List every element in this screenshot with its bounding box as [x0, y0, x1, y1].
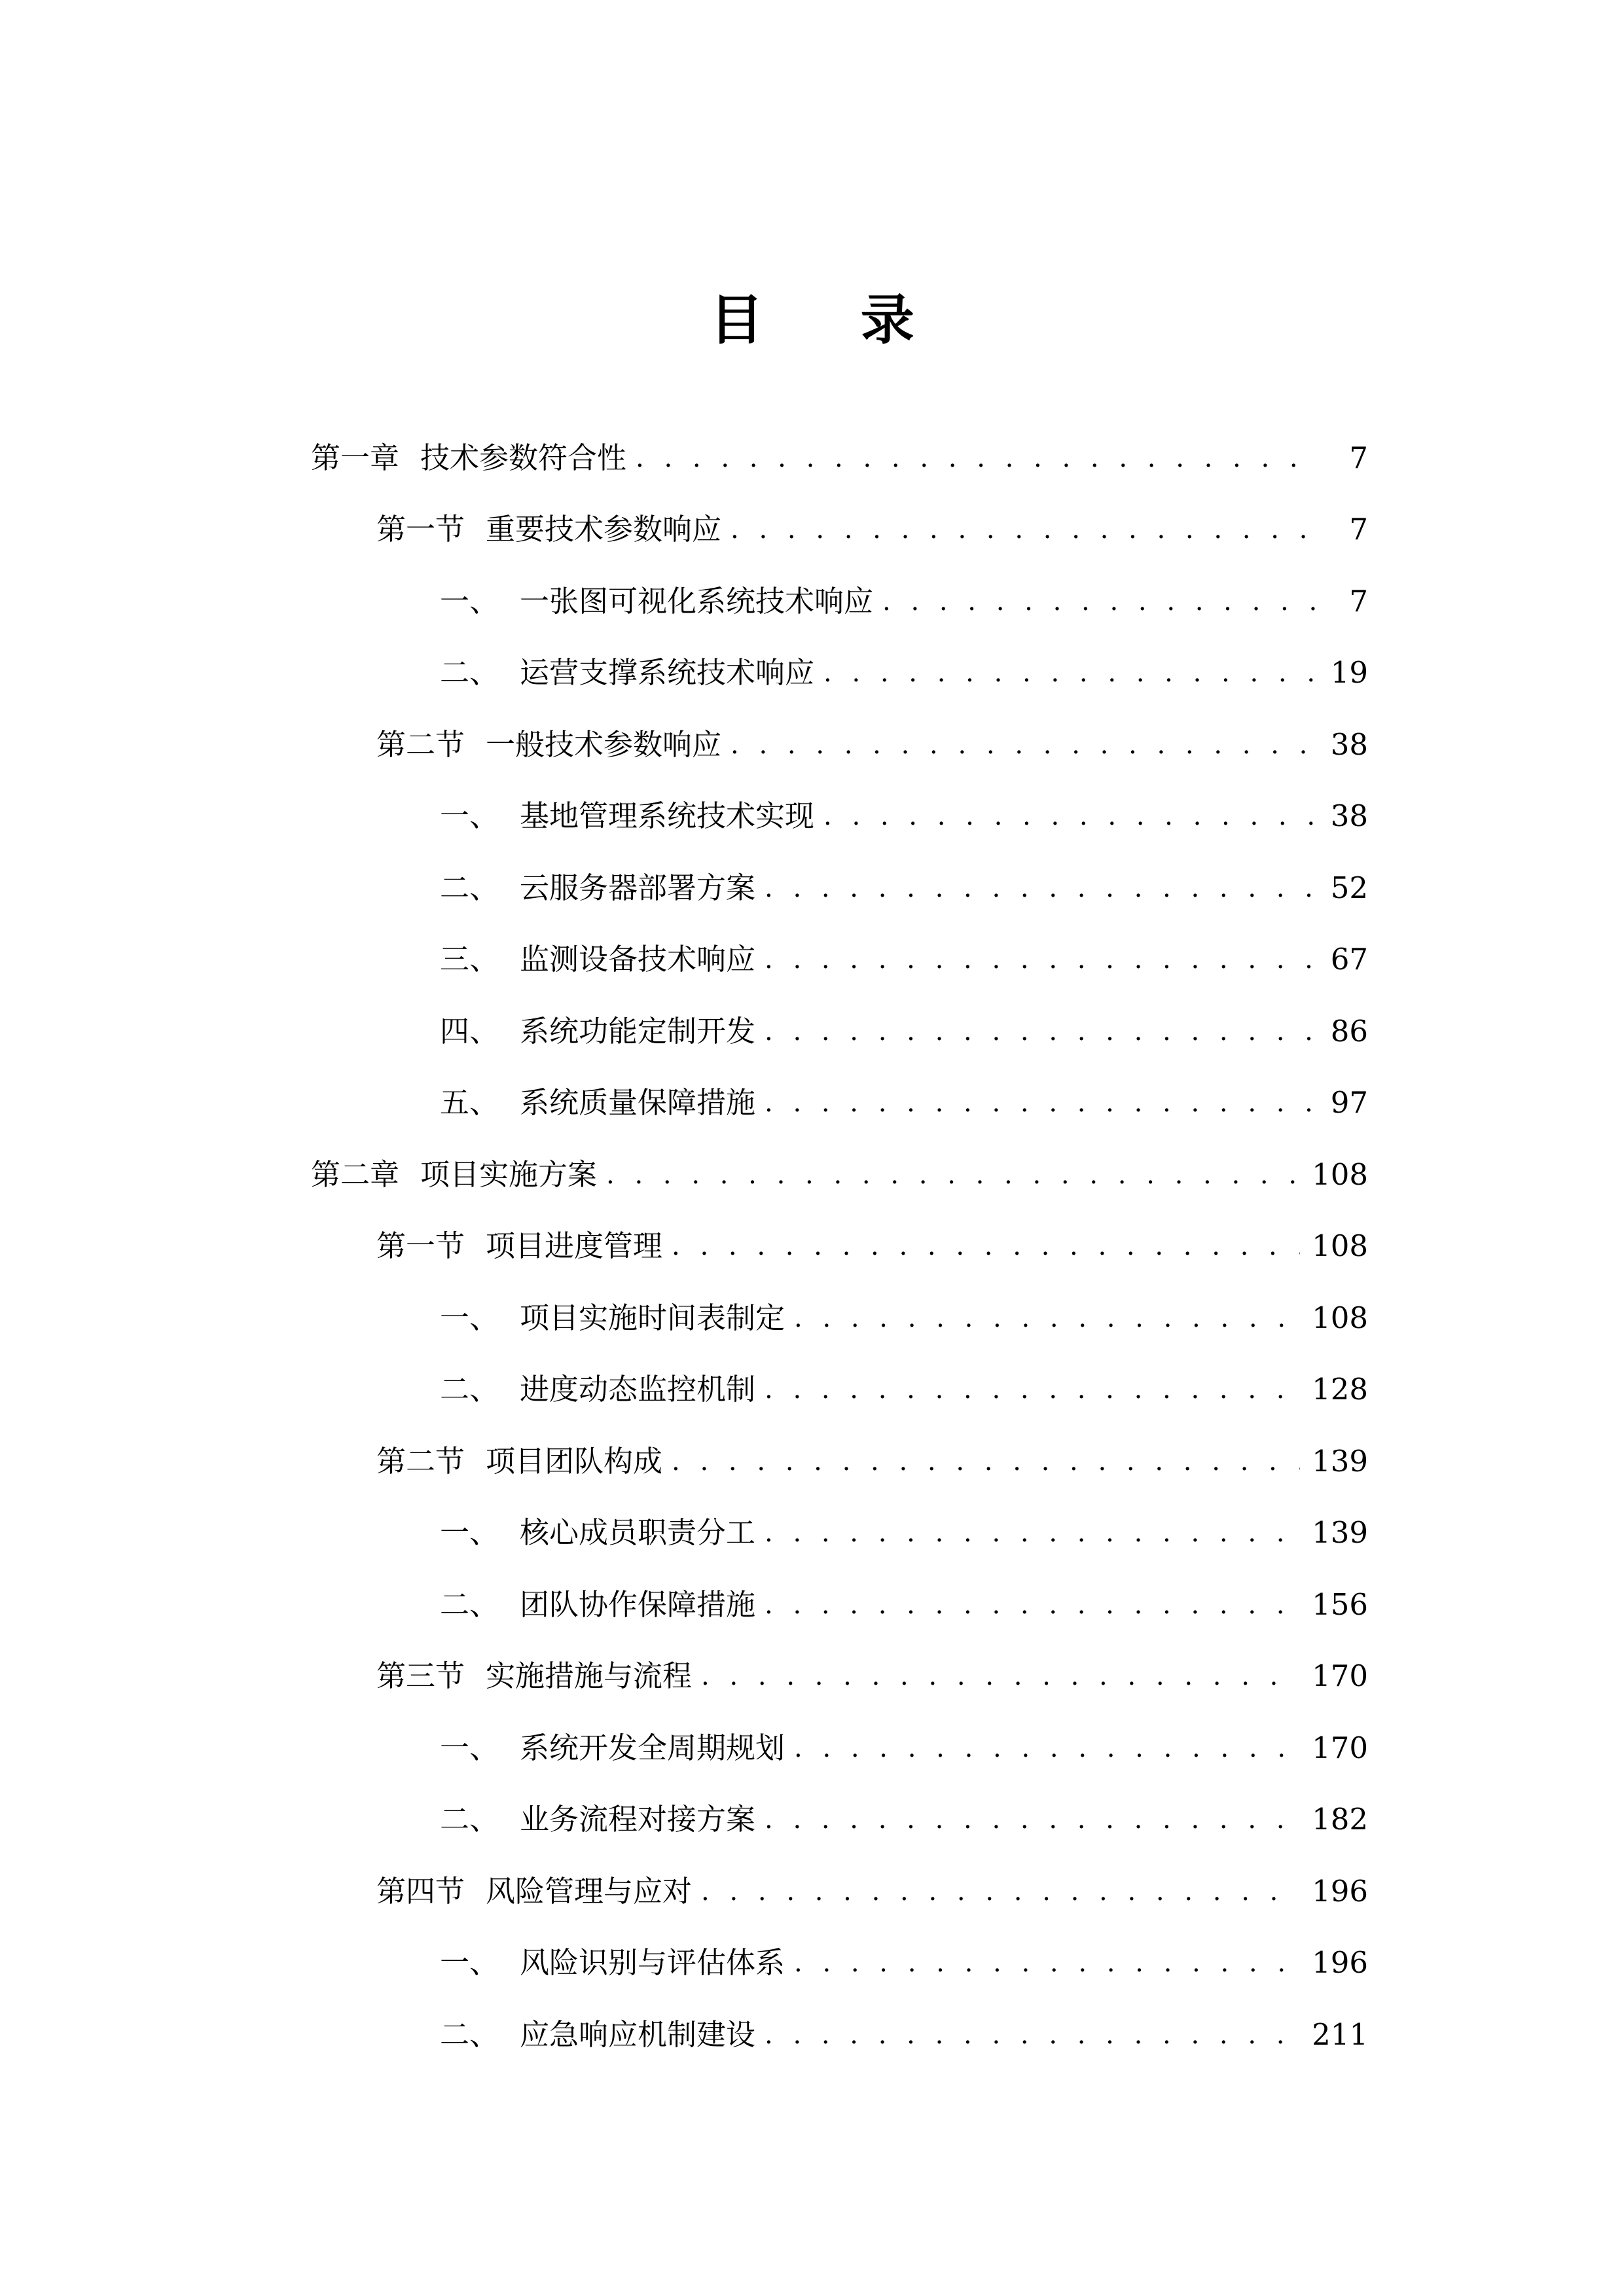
toc-entry-page: 108: [1312, 1300, 1368, 1335]
toc-entry-title: 应急响应机制建设: [520, 2017, 756, 2052]
toc-entry-number: 第三节: [376, 1659, 465, 1694]
toc-entry-number: 二、: [440, 655, 499, 691]
toc-dot-leader: [794, 1729, 1300, 1768]
toc-entry-number: 第二节: [376, 726, 465, 762]
toc-entry[interactable]: [0, 1856, 1368, 1928]
toc-entry-page: 67: [1330, 942, 1368, 977]
toc-entry[interactable]: [0, 1139, 1368, 1211]
toc-entry-title: 系统功能定制开发: [520, 1013, 756, 1049]
toc-entry-title: 风险管理与应对: [486, 1873, 693, 1909]
toc-entry-page: 139: [1312, 1515, 1368, 1551]
toc-entry[interactable]: [0, 1784, 1368, 1856]
toc-entry-title: 系统质量保障措施: [520, 1085, 756, 1121]
toc-entry-title: 项目实施方案: [420, 1157, 598, 1192]
toc-dot-leader: [765, 1513, 1300, 1552]
toc-entry-number: 第二章: [311, 1157, 400, 1192]
toc-dot-leader: [765, 1585, 1300, 1624]
toc-entry-title: 运营支撑系统技术响应: [520, 655, 815, 691]
toc-entry-title: 重要技术参数响应: [486, 512, 722, 547]
toc-entry[interactable]: [0, 1999, 1368, 2071]
toc-entry[interactable]: [0, 1282, 1368, 1354]
toc-entry[interactable]: [0, 1067, 1368, 1139]
toc-entry-number: 四、: [440, 1013, 499, 1049]
toc-entry-number: 第四节: [376, 1873, 465, 1909]
toc-entry-page: 19: [1330, 655, 1368, 691]
toc-entry-page: 196: [1312, 1873, 1368, 1909]
toc-entry[interactable]: [0, 1498, 1368, 1570]
toc-entry-title: 云服务器部署方案: [520, 870, 756, 905]
toc-entry-page: 139: [1312, 1443, 1368, 1479]
toc-entry-title: 监测设备技术响应: [520, 942, 756, 977]
toc-dot-leader: [794, 1943, 1300, 1982]
toc-entry-title: 系统开发全周期规划: [520, 1730, 785, 1765]
toc-entry[interactable]: [0, 565, 1368, 637]
toc-entry-number: 一、: [440, 583, 499, 619]
toc-entry[interactable]: [0, 1354, 1368, 1426]
toc-entry-number: 一、: [440, 1300, 499, 1335]
toc-entry-page: 38: [1330, 726, 1368, 762]
toc-entry-page: 38: [1330, 798, 1368, 834]
toc-entry-title: 一张图可视化系统技术响应: [520, 583, 874, 619]
toc-entry-title: 进度动态监控机制: [520, 1372, 756, 1407]
toc-dot-leader: [823, 797, 1317, 836]
toc-dot-leader: [636, 439, 1317, 478]
toc-entry-number: 一、: [440, 798, 499, 834]
table-of-contents: [0, 422, 1624, 2071]
toc-entry-page: 52: [1330, 870, 1368, 905]
toc-entry-page: 7: [1349, 512, 1368, 547]
toc-dot-leader: [765, 940, 1317, 979]
toc-entry-title: 技术参数符合性: [420, 440, 627, 475]
toc-entry[interactable]: [0, 1211, 1368, 1283]
toc-entry-page: 182: [1312, 1802, 1368, 1837]
toc-entry-title: 项目团队构成: [486, 1443, 663, 1479]
toc-entry-number: 一、: [440, 1730, 499, 1765]
toc-dot-leader: [765, 2015, 1300, 2054]
toc-entry[interactable]: [0, 1641, 1368, 1713]
toc-dot-leader: [765, 1370, 1300, 1409]
toc-entry-page: 108: [1312, 1157, 1368, 1192]
toc-entry-number: 五、: [440, 1085, 499, 1121]
toc-entry[interactable]: [0, 781, 1368, 853]
toc-entry-number: 二、: [440, 870, 499, 905]
toc-entry-page: 156: [1312, 1587, 1368, 1622]
toc-dot-leader: [794, 1299, 1300, 1338]
toc-dot-leader: [765, 1083, 1317, 1122]
toc-entry[interactable]: [0, 1928, 1368, 2000]
toc-entry[interactable]: [0, 494, 1368, 566]
toc-dot-leader: [765, 869, 1317, 908]
toc-entry[interactable]: [0, 1569, 1368, 1641]
toc-entry-page: 211: [1312, 2017, 1368, 2052]
toc-dot-leader: [701, 1657, 1300, 1696]
toc-entry-page: 196: [1312, 1945, 1368, 1981]
toc-entry-page: 7: [1349, 440, 1368, 475]
toc-entry-number: 二、: [440, 2017, 499, 2052]
toc-dot-leader: [882, 582, 1317, 621]
toc-entry-number: 二、: [440, 1802, 499, 1837]
toc-entry-page: 108: [1312, 1229, 1368, 1264]
toc-entry[interactable]: [0, 637, 1368, 709]
toc-dot-leader: [701, 1872, 1300, 1911]
toc-dot-leader: [731, 725, 1317, 764]
toc-dot-leader: [672, 1227, 1300, 1266]
toc-entry-page: 86: [1330, 1013, 1368, 1049]
toc-dot-leader: [606, 1155, 1300, 1194]
toc-dot-leader: [672, 1442, 1300, 1481]
toc-entry-title: 项目实施时间表制定: [520, 1300, 785, 1335]
page-title: 目 录: [710, 289, 954, 351]
toc-entry-number: 第一节: [376, 512, 465, 547]
toc-entry-title: 核心成员职责分工: [520, 1515, 756, 1551]
toc-entry-number: 第二节: [376, 1443, 465, 1479]
toc-entry[interactable]: [0, 422, 1368, 494]
toc-entry-number: 三、: [440, 942, 499, 977]
toc-entry-page: 7: [1349, 583, 1368, 619]
toc-dot-leader: [823, 653, 1317, 692]
toc-entry-title: 实施措施与流程: [486, 1659, 693, 1694]
toc-entry[interactable]: [0, 924, 1368, 996]
toc-entry[interactable]: [0, 709, 1368, 781]
toc-entry-number: 第一节: [376, 1229, 465, 1264]
toc-dot-leader: [765, 1012, 1317, 1051]
toc-entry[interactable]: [0, 996, 1368, 1067]
toc-entry-title: 项目进度管理: [486, 1229, 663, 1264]
toc-entry-number: 二、: [440, 1587, 499, 1622]
toc-entry-number: 第一章: [311, 440, 400, 475]
toc-entry-title: 风险识别与评估体系: [520, 1945, 785, 1981]
toc-entry-page: 170: [1312, 1730, 1368, 1765]
toc-dot-leader: [765, 1800, 1300, 1839]
toc-entry-page: 170: [1312, 1659, 1368, 1694]
toc-entry-number: 二、: [440, 1372, 499, 1407]
toc-entry-number: 一、: [440, 1945, 499, 1981]
toc-list: [0, 422, 1368, 2071]
toc-entry-title: 一般技术参数响应: [486, 726, 722, 762]
toc-entry-page: 97: [1330, 1085, 1368, 1121]
toc-entry[interactable]: [0, 852, 1368, 924]
toc-entry[interactable]: [0, 1426, 1368, 1498]
toc-dot-leader: [731, 510, 1317, 549]
toc-entry-title: 团队协作保障措施: [520, 1587, 756, 1622]
toc-entry-title: 基地管理系统技术实现: [520, 798, 815, 834]
toc-entry-number: 一、: [440, 1515, 499, 1551]
toc-entry-page: 128: [1312, 1372, 1368, 1407]
toc-entry[interactable]: [0, 1712, 1368, 1784]
toc-entry-title: 业务流程对接方案: [520, 1802, 756, 1837]
